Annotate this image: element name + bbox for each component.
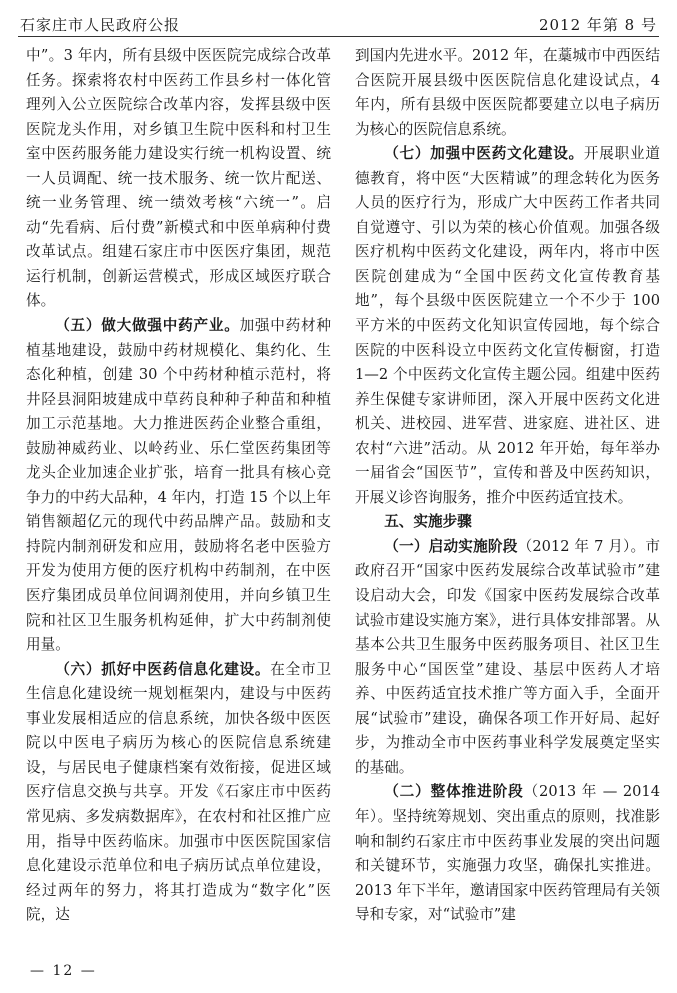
subsection-heading: （一）启动实施阶段 bbox=[384, 537, 518, 555]
page-number: — 12 — bbox=[30, 963, 97, 979]
subsection-heading: （七）加强中医药文化建设。 bbox=[384, 145, 584, 163]
subsection-heading: （二）整体推进阶段 bbox=[384, 783, 524, 801]
paragraph-body: 在全市卫生信息化建设统一规划框架内，建设与中医药事业发展相适应的信息系统，加快各级中医医院以中医电子病历为核心的医院信息系统建设，与居民电子健康档案有效衔接，促进区域医疗信息交换与共享。开发《石家庄市中医药常见病、多发病数据库》，在农村和社区推广应用，指导中医药临床。加强市中医医院国家信息化建设示范单位和电子病历试点单位建设，经过两年的努力，将其打造成为“数字化”医院，达 bbox=[26, 660, 331, 924]
subsection-heading-date: （2012 年 7 月）。 bbox=[517, 537, 646, 555]
paragraph bbox=[355, 142, 660, 510]
page-header bbox=[18, 8, 659, 37]
issue-number: 2012 年第 8 号 bbox=[538, 16, 657, 34]
paragraph: 到国内先进水平。2012 年，在藁城市中西医结合医院开展县级中医医院信息化建设试点，4 年内，所有县级中医医院都要建立以电子病历为核心的医院信息系统。 bbox=[355, 47, 660, 138]
subsection-heading: （五）做大做强中药产业。 bbox=[55, 317, 240, 335]
publication-title: 石家庄市人民政府公报 bbox=[20, 16, 181, 34]
paragraph-body: 加强中药材种植基地建设，鼓励中药材规模化、集约化、生态化种植，创建 30 个中药材种植示范村，将井陉县洞阳坡建成中草药良种种子种苗和种植加工示范基地。大力推进医药企业整合重组，鼓励神威药业、以岭药业、乐仁堂医药集团等龙头企业加速企业扩张，培育一批具有核心竞争力的中药大品种，4 年内，打造 15 个以上年销售额超亿元的现代中药品牌产品。鼓励和支持院内制剂研发和应用，鼓励将名老中医验方开发为使用方便的医疗机构中药制剂，在中医医疗集团成员单位间调剂使用，并向乡镇卫生院和社区卫生服务机构延伸，扩大中药制剂使用量。 bbox=[26, 317, 331, 654]
subsection-heading: （六）抓好中医药信息化建设。 bbox=[55, 660, 271, 678]
paragraph bbox=[355, 535, 660, 780]
paragraph bbox=[26, 314, 331, 658]
paragraph: 中”。3 年内，所有县级中医医院完成综合改革任务。探索将农村中医药工作县乡村一体化管理列入公立医院综合改革内容，发挥县级中医医院龙头作用，对乡镇卫生院中医科和村卫生室中医药服务能力建设实行统一机构设置、统一人员调配、统一技术服务、统一饮片配送、统一业务管理、统一绩效考核“六统一”。启动“先看病、后付费”新模式和中医单病种付费改革试点。组建石家庄市中医医疗集团，规范运行机制，创新运营模式，形成区域医疗联合体。 bbox=[26, 47, 331, 310]
section-title: 五、实施步骤 bbox=[384, 513, 472, 531]
paragraph-body: 市政府召开“国家中医药发展综合改革试验市”建设启动大会，印发《国家中医药发展综合改革试验市建设实施方案》，进行具体安排部署。从基本公共卫生服务中医药服务项目、社区卫生服务中心“国医堂”建设、基层中医药人才培养、中医药适宜技术推广等方面入手，全面开展“试验市”建设，确保各项工作开好局、起好步，为推动全市中医药事业科学发展奠定坚实的基础。 bbox=[355, 537, 660, 776]
paragraph-body: 开展职业道德教育，将中医“大医精诚”的理念转化为医务人员的医疗行为，形成广大中医药工作者共同自觉遵守、引以为荣的核心价值观。加强各级医疗机构中医药文化建设，两年内，将市中医医院创建成为“全国中医药文化宣传教育基地”，每个县级中医医院建立一个不少于 100 平方米的中医药文化知识宣传园地，每个综合医院的中医科设立中医药文化宣传橱窗，打造 1—2 个中医药文化宣传主题公园。组建中医药养生保健专家讲师团，深入开展中医药文化进机关、进校园、进军营、进家庭、进社区、进农村“六进”活动。从 2012 年开始，每年举办一届省会“国医节”，宣传和普及中医药知识，开展义诊咨询服务，推介中医药适宜技术。 bbox=[355, 145, 660, 506]
left-column bbox=[26, 44, 331, 928]
paragraph-body: 坚持统筹规划、突出重点的原则，找准影响和制约石家庄市中医药事业发展的突出问题和关键环节，实施强力攻坚，确保扎实推进。2013 年下半年，邀请国家中医药管理局有关领导和专家，对“试验市”建 bbox=[355, 807, 660, 924]
paragraph bbox=[26, 658, 331, 928]
subsection-heading-date: （2013 年 — 2014 年）。 bbox=[355, 783, 660, 825]
paragraph bbox=[355, 780, 660, 927]
right-column bbox=[355, 44, 660, 928]
